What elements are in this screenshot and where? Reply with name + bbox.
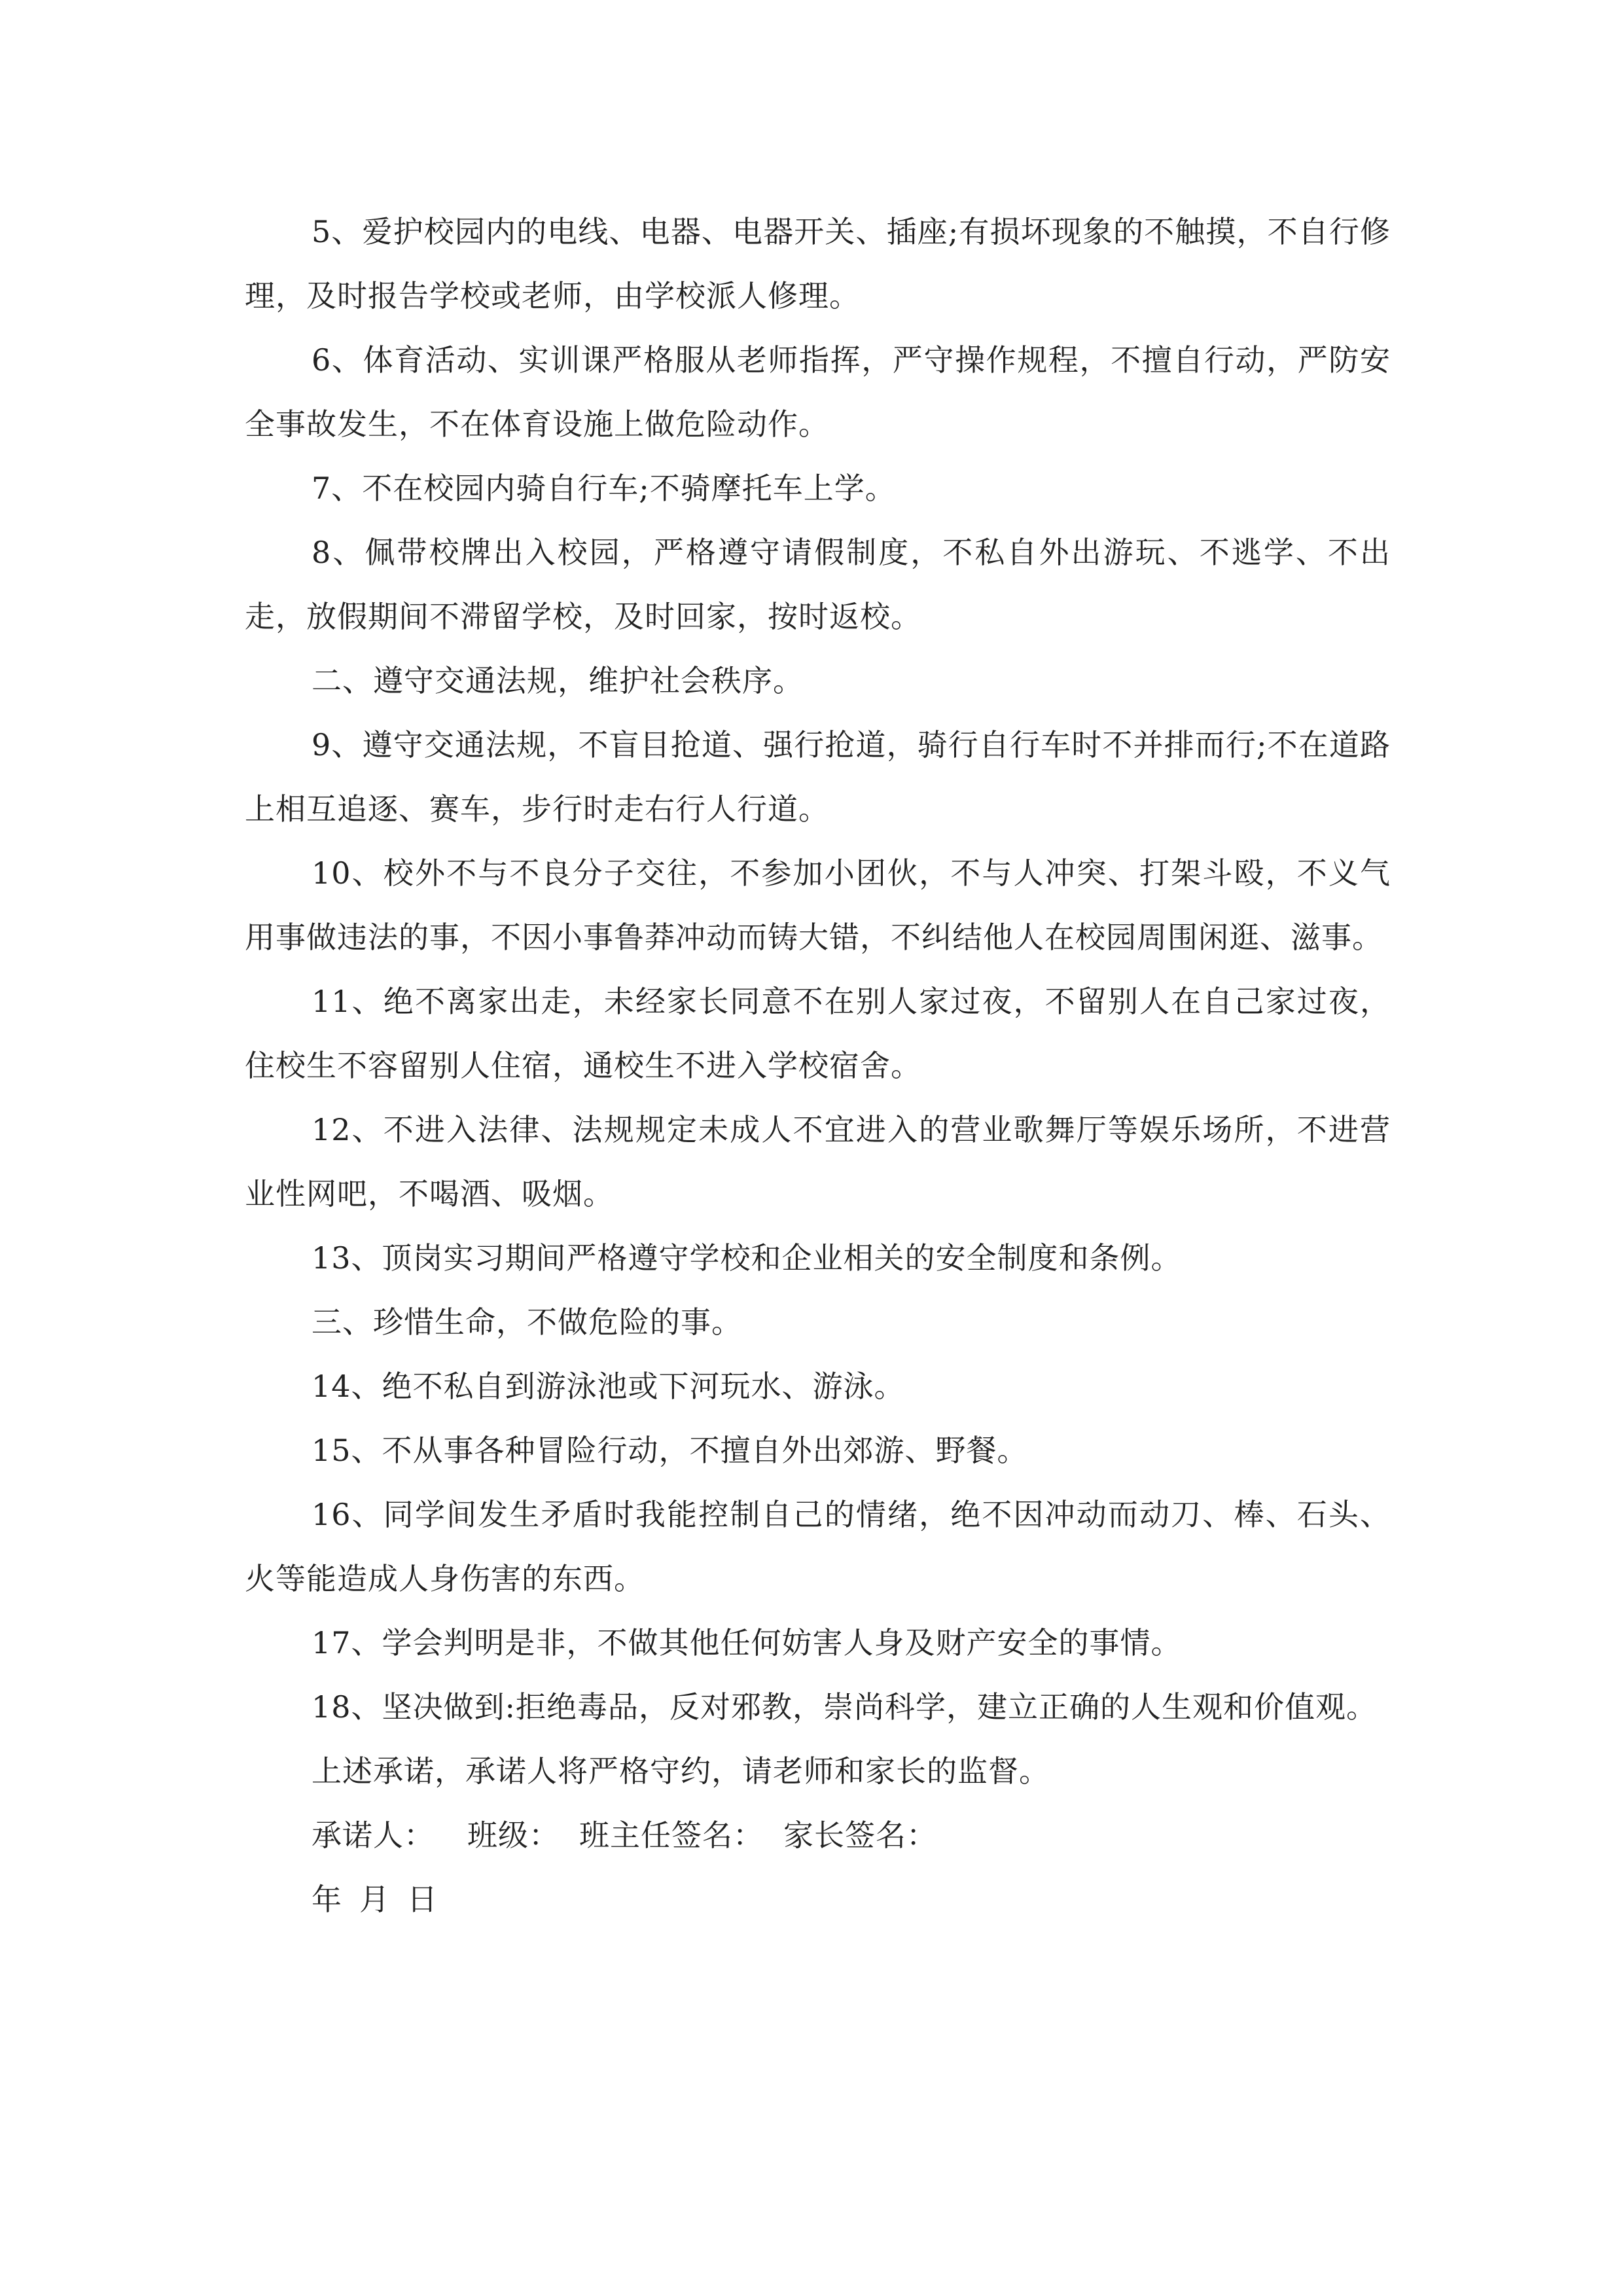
closing-statement: 上述承诺，承诺人将严格守约，请老师和家长的监督。 bbox=[312, 1753, 1050, 1789]
clause-17: 17、学会判明是非，不做其他任何妨害人身及财产安全的事情。 bbox=[312, 1625, 1182, 1660]
date-day: 日 bbox=[407, 1882, 438, 1917]
date-month: 月 bbox=[359, 1882, 390, 1917]
clause-13: 13、顶岗实习期间严格遵守学校和企业相关的安全制度和条例。 bbox=[312, 1240, 1182, 1276]
clause-11: 11、绝不离家出走，未经家长同意不在别人家过夜，不留别人在自己家过夜，住校生不容留别人住宿，通校生不进入学校宿舍。 bbox=[245, 984, 1391, 1083]
clause-7: 7、不在校园内骑自行车;不骑摩托车上学。 bbox=[312, 471, 896, 506]
head-teacher-signature-label: 班主任签名： bbox=[579, 1818, 764, 1853]
clause-12: 12、不进入法律、法规规定未成人不宜进入的营业歌舞厅等娱乐场所，不进营业性网吧，不喝酒、吸烟。 bbox=[245, 1112, 1391, 1211]
clause-8: 8、佩带校牌出入校园，严格遵守请假制度，不私自外出游玩、不逃学、不出走，放假期间不滞留学校，及时回家，按时返校。 bbox=[245, 535, 1391, 634]
promisor-label: 承诺人： bbox=[312, 1818, 435, 1853]
clause-16: 16、同学间发生矛盾时我能控制自己的情绪，绝不因冲动而动刀、棒、石头、火等能造成人身伤害的东西。 bbox=[245, 1497, 1391, 1596]
section-heading-2: 二、遵守交通法规，维护社会秩序。 bbox=[312, 663, 804, 698]
clause-5: 5、爱护校园内的电线、电器、电器开关、插座;有损坏现象的不触摸，不自行修理，及时报告学校或老师，由学校派人修理。 bbox=[245, 214, 1391, 314]
parent-signature-label: 家长签名： bbox=[783, 1818, 937, 1853]
clause-18: 18、坚决做到:拒绝毒品，反对邪教，崇尚科学，建立正确的人生观和价值观。 bbox=[312, 1689, 1378, 1725]
signature-line bbox=[245, 1803, 1391, 1867]
section-heading-3: 三、珍惜生命，不做危险的事。 bbox=[312, 1304, 742, 1340]
clause-14: 14、绝不私自到游泳池或下河玩水、游泳。 bbox=[312, 1369, 905, 1404]
class-label: 班级： bbox=[467, 1818, 560, 1853]
date-line bbox=[245, 1867, 1391, 1931]
date-year: 年 bbox=[312, 1882, 342, 1917]
clause-9: 9、遵守交通法规，不盲目抢道、强行抢道，骑行自行车时不并排而行;不在道路上相互追逐、赛车，步行时走右行人行道。 bbox=[245, 727, 1391, 827]
clause-15: 15、不从事各种冒险行动，不擅自外出郊游、野餐。 bbox=[312, 1433, 1028, 1468]
clause-10: 10、校外不与不良分子交往，不参加小团伙，不与人冲突、打架斗殴，不义气用事做违法的事，不因小事鲁莽冲动而铸大错，不纠结他人在校园周围闲逛、滋事。 bbox=[245, 855, 1391, 955]
clause-6: 6、体育活动、实训课严格服从老师指挥，严守操作规程，不擅自行动，严防安全事故发生，不在体育设施上做危险动作。 bbox=[245, 342, 1391, 442]
